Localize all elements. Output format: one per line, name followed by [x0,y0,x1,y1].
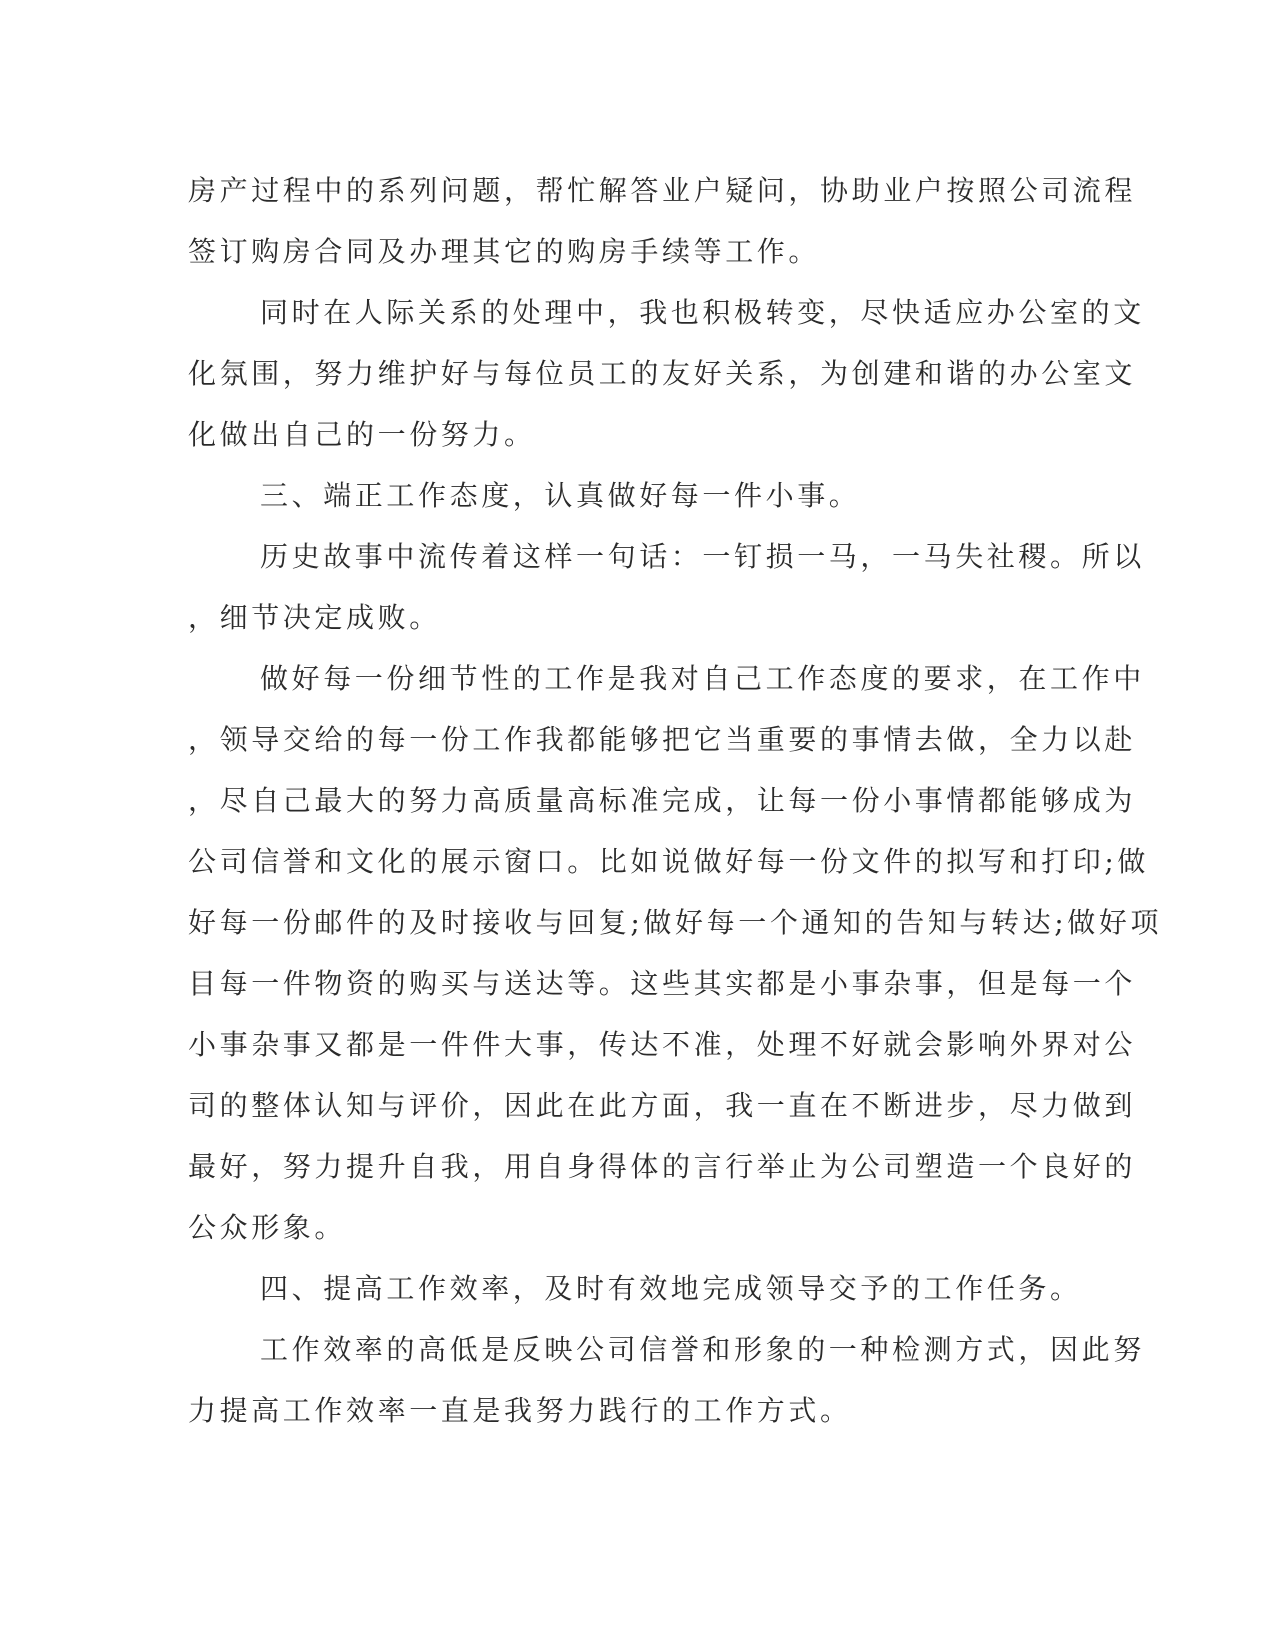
text-line: 历史故事中流传着这样一句话：一钉损一马，一马失社稷。所以 [260,540,1145,573]
text-line: 小事杂事又都是一件件大事，传达不准，处理不好就会影响外界对公 [188,1028,1137,1061]
text-line: 司的整体认知与评价，因此在此方面，我一直在不断进步，尽力做到 [188,1089,1137,1122]
text-line: ，细节决定成败。 [188,601,441,634]
text-line: 好每一份邮件的及时接收与回复;做好每一个通知的告知与转达;做好项 [188,906,1163,939]
section-heading: 三、端正工作态度，认真做好每一件小事。 [260,479,861,512]
text-line: 房产过程中的系列问题，帮忙解答业户疑问，协助业户按照公司流程 [188,174,1137,207]
text-line: 做好每一份细节性的工作是我对自己工作态度的要求，在工作中 [260,662,1145,695]
section-heading: 四、提高工作效率，及时有效地完成领导交予的工作任务。 [260,1272,1082,1305]
text-line: ，尽自己最大的努力高质量高标准完成，让每一份小事情都能够成为 [188,784,1137,817]
text-line: 化做出自己的一份努力。 [188,418,536,451]
text-line: 工作效率的高低是反映公司信誉和形象的一种检测方式，因此努 [260,1333,1145,1366]
text-line: ，领导交给的每一份工作我都能够把它当重要的事情去做，全力以赴 [188,723,1137,756]
text-line: 同时在人际关系的处理中，我也积极转变，尽快适应办公室的文 [260,296,1145,329]
text-line: 签订购房合同及办理其它的购房手续等工作。 [188,235,821,268]
document-body [188,160,1163,1441]
text-line: 力提高工作效率一直是我努力践行的工作方式。 [188,1394,852,1427]
text-line: 化氛围，努力维护好与每位员工的友好关系，为创建和谐的办公室文 [188,357,1137,390]
text-line: 最好，努力提升自我，用自身得体的言行举止为公司塑造一个良好的 [188,1150,1137,1183]
text-line: 公众形象。 [188,1211,347,1244]
text-line: 目每一件物资的购买与送达等。这些其实都是小事杂事，但是每一个 [188,967,1137,1000]
text-line: 公司信誉和文化的展示窗口。比如说做好每一份文件的拟写和打印;做 [188,845,1150,878]
